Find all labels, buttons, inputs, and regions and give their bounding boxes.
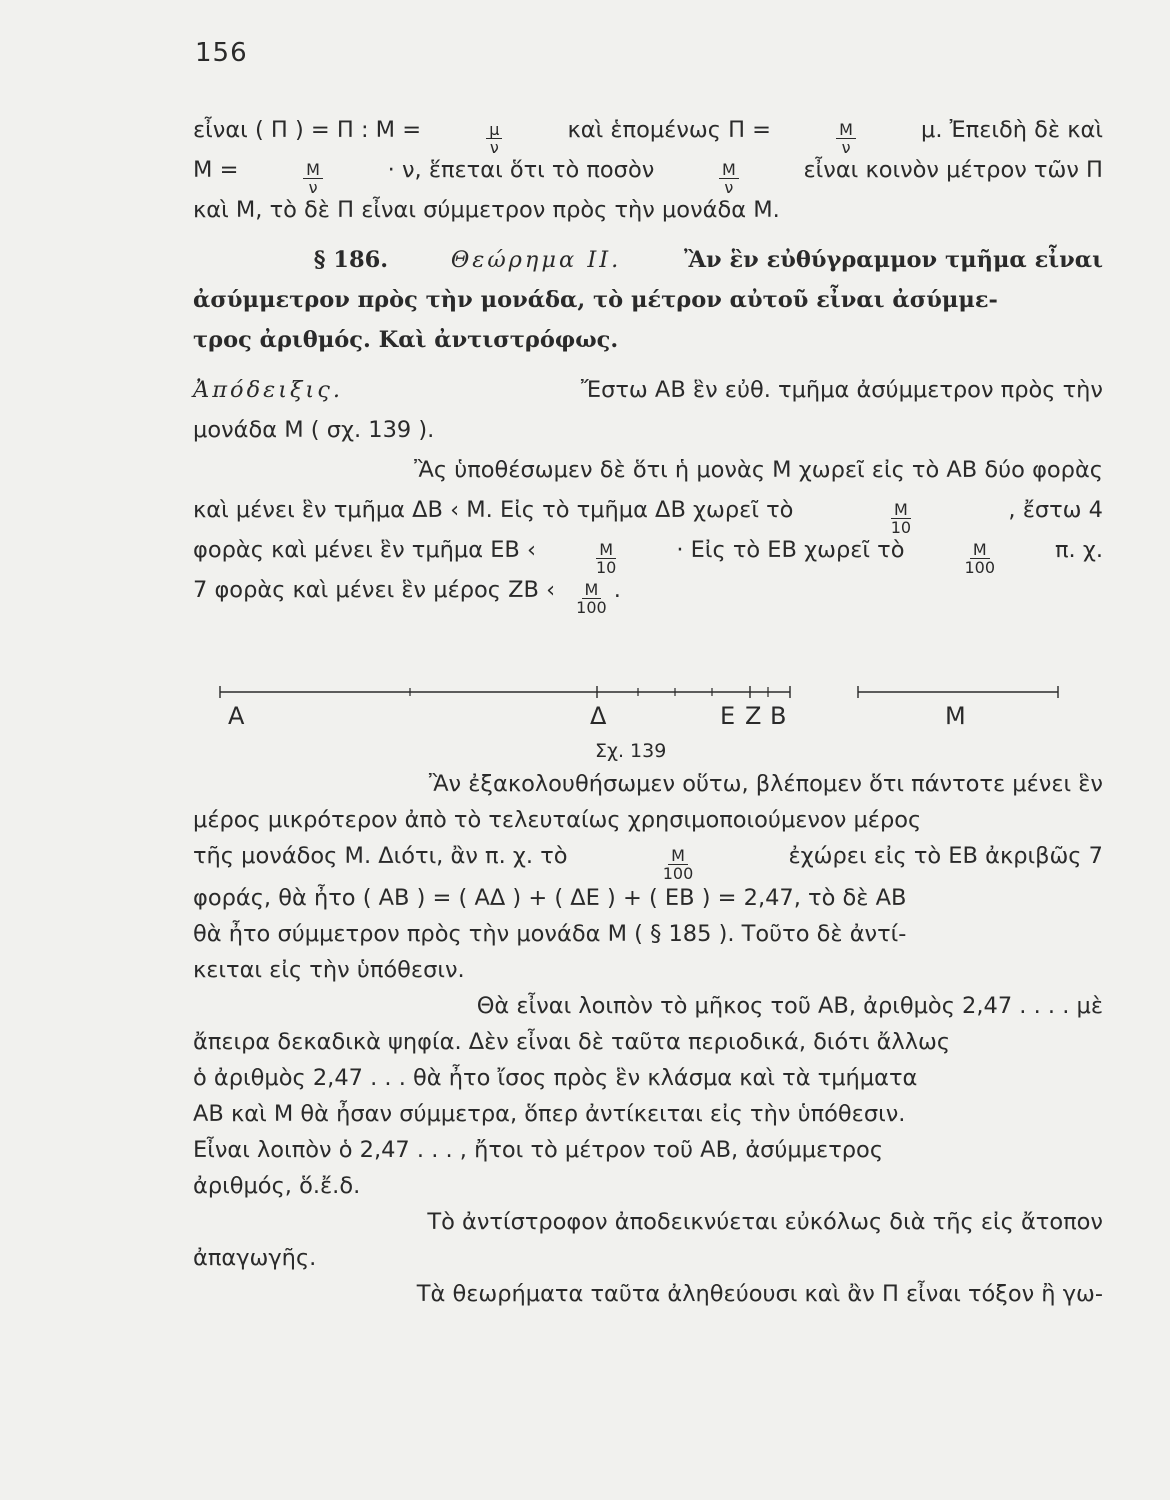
text-line: [193, 280, 1103, 320]
fraction: [573, 581, 610, 616]
text-fragment: καὶ Μ, τὸ δὲ Π εἶναι σύμμετρον πρὸς τὴν μονάδα Μ.: [193, 197, 780, 223]
text-line: [193, 110, 1103, 157]
numerator: μ: [486, 121, 502, 139]
text-fragment: μονάδα Μ ( σχ. 139 ).: [193, 417, 435, 443]
text-line: [193, 1096, 1103, 1132]
text-fragment: ὁ ἀριθμὸς 2,47 . . . θὰ ἦτο ἴσος πρὸς ἓν κλάσμα καὶ τὰ τμήματα: [193, 1065, 918, 1091]
text-line: [193, 766, 1103, 802]
text-fragment: θὰ ἦτο σύμμετρον πρὸς τὴν μονάδα Μ ( § 185 ). Τοῦτο δὲ ἀντί-: [193, 921, 907, 947]
text-fragment: μέρος μικρότερον ἀπὸ τὸ τελευταίως χρησιμοποιούμενον μέρος: [193, 807, 922, 833]
text-fragment: Ἔστω ΑΒ ἓν εὐθ. τμῆμα ἀσύμμετρον πρὸς τὴν: [580, 377, 1103, 403]
text-fragment: μ. Ἐπειδὴ δὲ καὶ: [921, 117, 1103, 143]
text-line: [193, 1168, 1103, 1204]
theorem-heading: [193, 240, 1103, 280]
text-fragment: π. χ.: [1054, 537, 1103, 563]
denominator: ν: [841, 138, 851, 157]
numerator: Μ: [970, 541, 990, 559]
theorem-statement: Ἂν ἓν εὐθύγραμμον τμῆμα εἶναι: [684, 247, 1103, 273]
lower-text: [193, 766, 1103, 1312]
text-fragment: Μ =: [193, 157, 239, 183]
text-fragment: ἀπαγωγῆς.: [193, 1245, 317, 1271]
text-line: [193, 370, 1103, 410]
label-z: Ζ: [745, 702, 762, 730]
text-fragment: καὶ ἑπομένως Π =: [567, 117, 772, 143]
text-fragment: εἶναι ( Π ) = Π : Μ =: [193, 117, 422, 143]
text-fragment: · ν, ἕπεται ὅτι τὸ ποσὸν: [387, 157, 655, 183]
numerator: Μ: [836, 121, 856, 139]
proof-label: Ἀπόδειξις.: [193, 377, 343, 403]
theorem-title: Θεώρημα ΙΙ.: [450, 247, 622, 273]
numerator: Μ: [303, 161, 323, 179]
text-fragment: Τὸ ἀντίστροφον ἀποδεικνύεται εὐκόλως διὰ τῆς εἰς ἄτοπον: [427, 1209, 1103, 1235]
denominator: ν: [724, 178, 734, 197]
text-line: [193, 802, 1103, 838]
upper-text: [193, 110, 1103, 617]
text-fragment: Τὰ θεωρήματα ταῦτα ἀληθεύουσι καὶ ἂν Π εἶναι τόξον ἢ γω-: [416, 1281, 1103, 1307]
text-fragment: φοράς, θὰ ἦτο ( ΑΒ ) = ( ΑΔ ) + ( ΔΕ ) + ( ΕΒ ) = 2,47, τὸ δὲ ΑΒ: [193, 885, 907, 911]
text-fragment: Εἶναι λοιπὸν ὁ 2,47 . . . , ἤτοι τὸ μέτρον τοῦ ΑΒ, ἀσύμμετρος: [193, 1137, 884, 1163]
text-fragment: φορὰς καὶ μένει ἓν τμῆμα ΕΒ ‹: [193, 537, 537, 563]
text-line: [193, 1132, 1103, 1168]
denominator: ν: [489, 138, 499, 157]
denominator: 10: [890, 518, 912, 537]
page-number: 156: [195, 38, 248, 68]
section-number: § 186.: [313, 247, 389, 273]
text-fragment: ἐχώρει εἰς τὸ ΕΒ ἀκριβῶς 7: [788, 843, 1103, 869]
text-line: [193, 490, 1103, 537]
text-line: [193, 410, 1103, 450]
fraction: [593, 541, 619, 576]
fraction: [836, 121, 856, 156]
text-fragment: .: [613, 577, 621, 603]
fraction: [486, 121, 502, 156]
denominator: 10: [596, 558, 617, 577]
fraction: [303, 161, 323, 196]
text-line: [193, 450, 1103, 490]
text-fragment: ἄπειρα δεκαδικὰ ψηφία. Δὲν εἶναι δὲ ταῦτα περιοδικά, διότι ἄλλως: [193, 1029, 951, 1055]
denominator: ν: [308, 178, 318, 197]
text-line: [193, 916, 1103, 952]
label-d: Δ: [590, 702, 607, 730]
text-line: [193, 190, 1103, 230]
fraction: [660, 847, 697, 882]
denominator: 100: [662, 864, 694, 883]
theorem-statement: τρος ἀριθμός. Καὶ ἀντιστρόφως.: [193, 327, 619, 353]
text-line: [193, 1204, 1103, 1240]
numerator: Μ: [596, 541, 616, 559]
text-line: [193, 988, 1103, 1024]
denominator: 100: [576, 598, 607, 617]
text-fragment: καὶ μένει ἓν τμῆμα ΔΒ ‹ Μ. Εἰς τὸ τμῆμα ΔΒ χωρεῖ τὸ: [193, 497, 794, 523]
text-line: [193, 838, 1103, 883]
text-fragment: · Εἰς τὸ ΕΒ χωρεῖ τὸ: [676, 537, 905, 563]
text-line: [193, 320, 1103, 360]
text-line: [193, 1024, 1103, 1060]
numerator: Μ: [668, 847, 688, 865]
label-b: Β: [770, 702, 787, 730]
numerator: Μ: [582, 581, 602, 599]
figure-139: [200, 680, 1100, 760]
text-fragment: ΑΒ καὶ Μ θὰ ἦσαν σύμμετρα, ὅπερ ἀντίκειται εἰς τὴν ὑπόθεσιν.: [193, 1101, 906, 1127]
text-line: [193, 1060, 1103, 1096]
text-line: [193, 952, 1103, 988]
fraction: [961, 541, 998, 576]
text-fragment: Θὰ εἶναι λοιπὸν τὸ μῆκος τοῦ ΑΒ, ἀριθμὸς 2,47 . . . . μὲ: [476, 993, 1103, 1019]
label-m: Μ: [945, 702, 966, 730]
denominator: 100: [964, 558, 995, 577]
fraction: [888, 501, 914, 536]
text-line: [193, 150, 1103, 197]
text-fragment: , ἔστω 4: [1008, 497, 1103, 523]
text-fragment: Ἂς ὑποθέσωμεν δὲ ὅτι ἡ μονὰς Μ χωρεῖ εἰς τὸ ΑΒ δύο φορὰς: [414, 457, 1103, 483]
text-fragment: ἀριθμός, ὅ.ἔ.δ.: [193, 1173, 361, 1199]
text-line: [193, 530, 1103, 577]
text-line: [193, 880, 1103, 916]
text-fragment: εἶναι κοινὸν μέτρον τῶν Π: [803, 157, 1103, 183]
text-fragment: τῆς μονάδος Μ. Διότι, ἂν π. χ. τὸ: [193, 843, 568, 869]
numerator: Μ: [891, 501, 911, 519]
text-line: [193, 1276, 1103, 1312]
theorem-statement: ἀσύμμετρον πρὸς τὴν μονάδα, τὸ μέτρον αὐτοῦ εἶναι ἀσύμμε-: [193, 287, 998, 313]
fraction: [719, 161, 739, 196]
text-fragment: 7 φορὰς καὶ μένει ἓν μέρος ΖΒ ‹: [193, 577, 556, 603]
label-e: Ε: [720, 702, 736, 730]
text-fragment: κειται εἰς τὴν ὑπόθεσιν.: [193, 957, 465, 983]
figure-caption: Σχ. 139: [595, 740, 667, 762]
text-fragment: Ἂν ἐξακολουθήσωμεν οὕτω, βλέπομεν ὅτι πάντοτε μένει ἓν: [428, 771, 1103, 797]
label-a: Α: [228, 702, 245, 730]
text-line: [193, 1240, 1103, 1276]
numerator: Μ: [719, 161, 739, 179]
